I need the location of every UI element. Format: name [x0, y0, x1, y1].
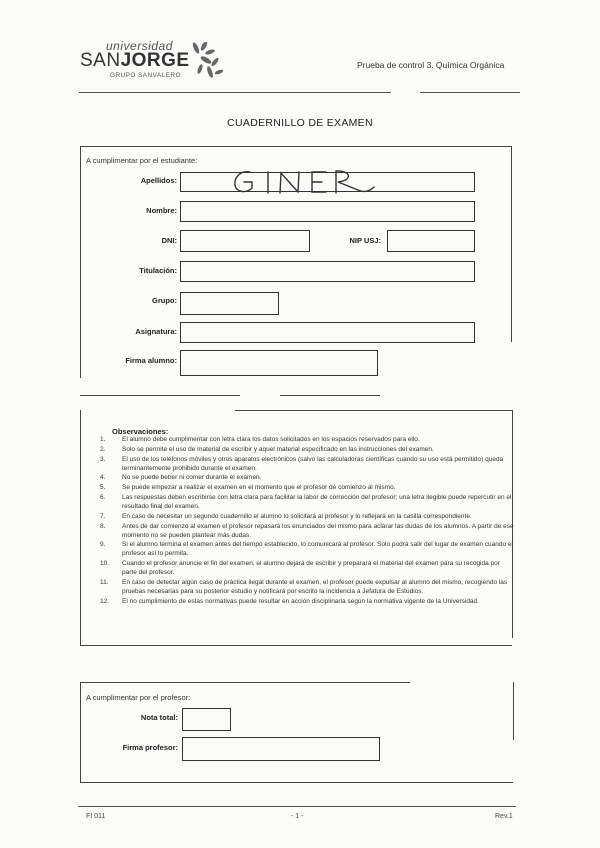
- list-item-text: En caso de necesitar un segundo cuadernillo el alumno lo solicitará al profesor y lo reflejará en la casilla correspondiente.: [122, 512, 472, 520]
- grupo-field[interactable]: [180, 292, 279, 315]
- obs-frame-left: [80, 410, 81, 645]
- teacher-frame-right: [513, 682, 514, 740]
- list-item: [100, 455, 514, 473]
- logo-sanjorge-text: [80, 50, 190, 72]
- list-item-text: El uso de los teléfonos móviles y otros aparatos electrónicos (salvo las calculadoras científicas cuando su uso está permitido) queda terminantemente prohibido durante el examen.: [122, 455, 504, 472]
- teacher-frame-bottom: [80, 782, 513, 783]
- list-item-text: Si el alumno termina el examen antes del tiempo establecido, lo comunicará al profesor. Solo podrá salir del lugar de examen cuando el profesor así lo permita.: [122, 541, 513, 558]
- header-rule-left: [79, 92, 391, 93]
- list-item-text: El alumno debe cumplimentar con letra clara los datos solicitados en los espacios reservados para ello.: [122, 436, 420, 443]
- list-item: [100, 435, 514, 444]
- student-section-label: A cumplimentar por el estudiante:: [86, 156, 198, 165]
- list-item: [100, 493, 514, 511]
- list-item-number: 6.: [100, 493, 106, 501]
- list-item: [100, 540, 514, 558]
- list-item-number: 3.: [100, 455, 106, 463]
- logo-jorge: JORGE: [120, 50, 190, 71]
- footer-revision: Rev.1: [495, 813, 513, 820]
- nombre-field[interactable]: [180, 201, 475, 222]
- list-item-text: Antes de dar comienzo al examen el profesor repasará los enunciados del mismo para aclarar las dudas de los alumnos. A partir de ese momento no se pueden plantear más dudas.: [122, 522, 514, 539]
- teacher-frame-left: [80, 682, 81, 782]
- footer-form-code: FI 011: [86, 813, 106, 820]
- list-item: [100, 597, 514, 606]
- list-item-number: 11.: [100, 578, 109, 586]
- firma-profesor-field[interactable]: [182, 737, 380, 761]
- dni-label: DNI:: [161, 236, 177, 245]
- obs-frame-bottom: [80, 645, 512, 646]
- list-item-number: 5.: [100, 484, 106, 492]
- nota-total-label: Nota total:: [140, 713, 178, 722]
- student-frame-top: [80, 146, 512, 147]
- list-item-text: No se puede beber ni comer durante el examen.: [122, 474, 262, 482]
- asignatura-field[interactable]: [180, 322, 475, 343]
- list-item-number: 7.: [100, 512, 106, 520]
- apellidos-label: Apellidos:: [140, 176, 177, 185]
- list-item-text: Solo se permite el uso de material de escribir y aquel material especificado en las instrucciones del examen.: [122, 445, 434, 453]
- list-item-text: Se puede empezar a realizar el examen en el momento que el profesor dé comienzo al mismo.: [122, 484, 396, 492]
- list-item: [100, 578, 514, 596]
- list-item: [100, 512, 514, 521]
- student-frame-right: [511, 146, 512, 342]
- logo-grupo-text: GRUPO SANVALERO: [110, 72, 181, 79]
- student-frame-bottom: [80, 395, 240, 396]
- teacher-frame-top: [80, 682, 410, 683]
- logo-universidad-text: universidad: [106, 39, 173, 53]
- list-item-number: 9.: [100, 541, 106, 549]
- list-item: [100, 473, 514, 482]
- list-item-number: 8.: [100, 522, 106, 530]
- nombre-label: Nombre:: [146, 206, 177, 215]
- list-item-text: Cuando el profesor anuncie el fin del examen, el alumno dejará de escribir y preparará el material del examen para su recogida por parte del profesor.: [122, 560, 500, 577]
- list-item-text: En caso de detectar algún caso de práctica ilegal durante el examen, el profesor puede expulsar al alumno del mismo, recogiendo las pruebas necesarias para su posterior estudio y notificará por escrito la incidencia a Jefatura de Estudios.: [122, 578, 508, 595]
- obs-frame-top: [235, 410, 513, 411]
- nip-field[interactable]: [387, 230, 475, 252]
- footer-page-number: - 1 -: [291, 813, 304, 820]
- list-item-number: 4.: [100, 474, 106, 482]
- footer-rule: [78, 806, 516, 807]
- list-item-number: 10.: [100, 560, 110, 568]
- header-rule-right: [420, 92, 520, 93]
- titulacion-field[interactable]: [180, 261, 475, 282]
- firma-alumno-field[interactable]: [180, 350, 378, 376]
- student-frame-bottom-2: [280, 395, 380, 396]
- exam-subject-title: Prueba de control 3. Química Orgánica: [357, 60, 505, 70]
- firma-alumno-label: Firma alumno:: [125, 356, 177, 365]
- teacher-section-label: A cumplimentar por el profesor:: [86, 693, 191, 702]
- list-item-text: Las respuestas deben escribirse con letra clara para facilitar la labor de corrección del profesor; una letra ilegible puede repercutir en el resultado final del examen.: [122, 493, 512, 510]
- handwritten-surname-signature: [228, 166, 376, 196]
- grupo-label: Grupo:: [152, 296, 177, 305]
- list-item-number: 1.: [100, 436, 106, 443]
- nip-label: NIP USJ:: [349, 236, 381, 245]
- list-item: [100, 445, 514, 454]
- list-item: [100, 559, 514, 577]
- logo-san: SAN: [80, 50, 121, 71]
- asignatura-label: Asignatura:: [135, 327, 177, 336]
- list-item-text: El no cumplimiento de estas normativas puede resultar en acción disciplinaria según la normativa vigente de la Universidad.: [122, 597, 479, 605]
- nota-total-field[interactable]: [182, 708, 231, 731]
- university-logo-icon: [188, 42, 228, 82]
- titulacion-label: Titulación:: [139, 266, 177, 275]
- firma-profesor-label: Firma profesor:: [122, 743, 178, 752]
- page-title: CUADERNILLO DE EXAMEN: [227, 117, 373, 129]
- observations-list: [100, 435, 514, 607]
- list-item: [100, 522, 514, 540]
- list-item: [100, 483, 514, 492]
- list-item-number: 12.: [100, 597, 110, 605]
- list-item-number: 2.: [100, 445, 106, 453]
- observations-title: Observaciones:: [112, 427, 169, 436]
